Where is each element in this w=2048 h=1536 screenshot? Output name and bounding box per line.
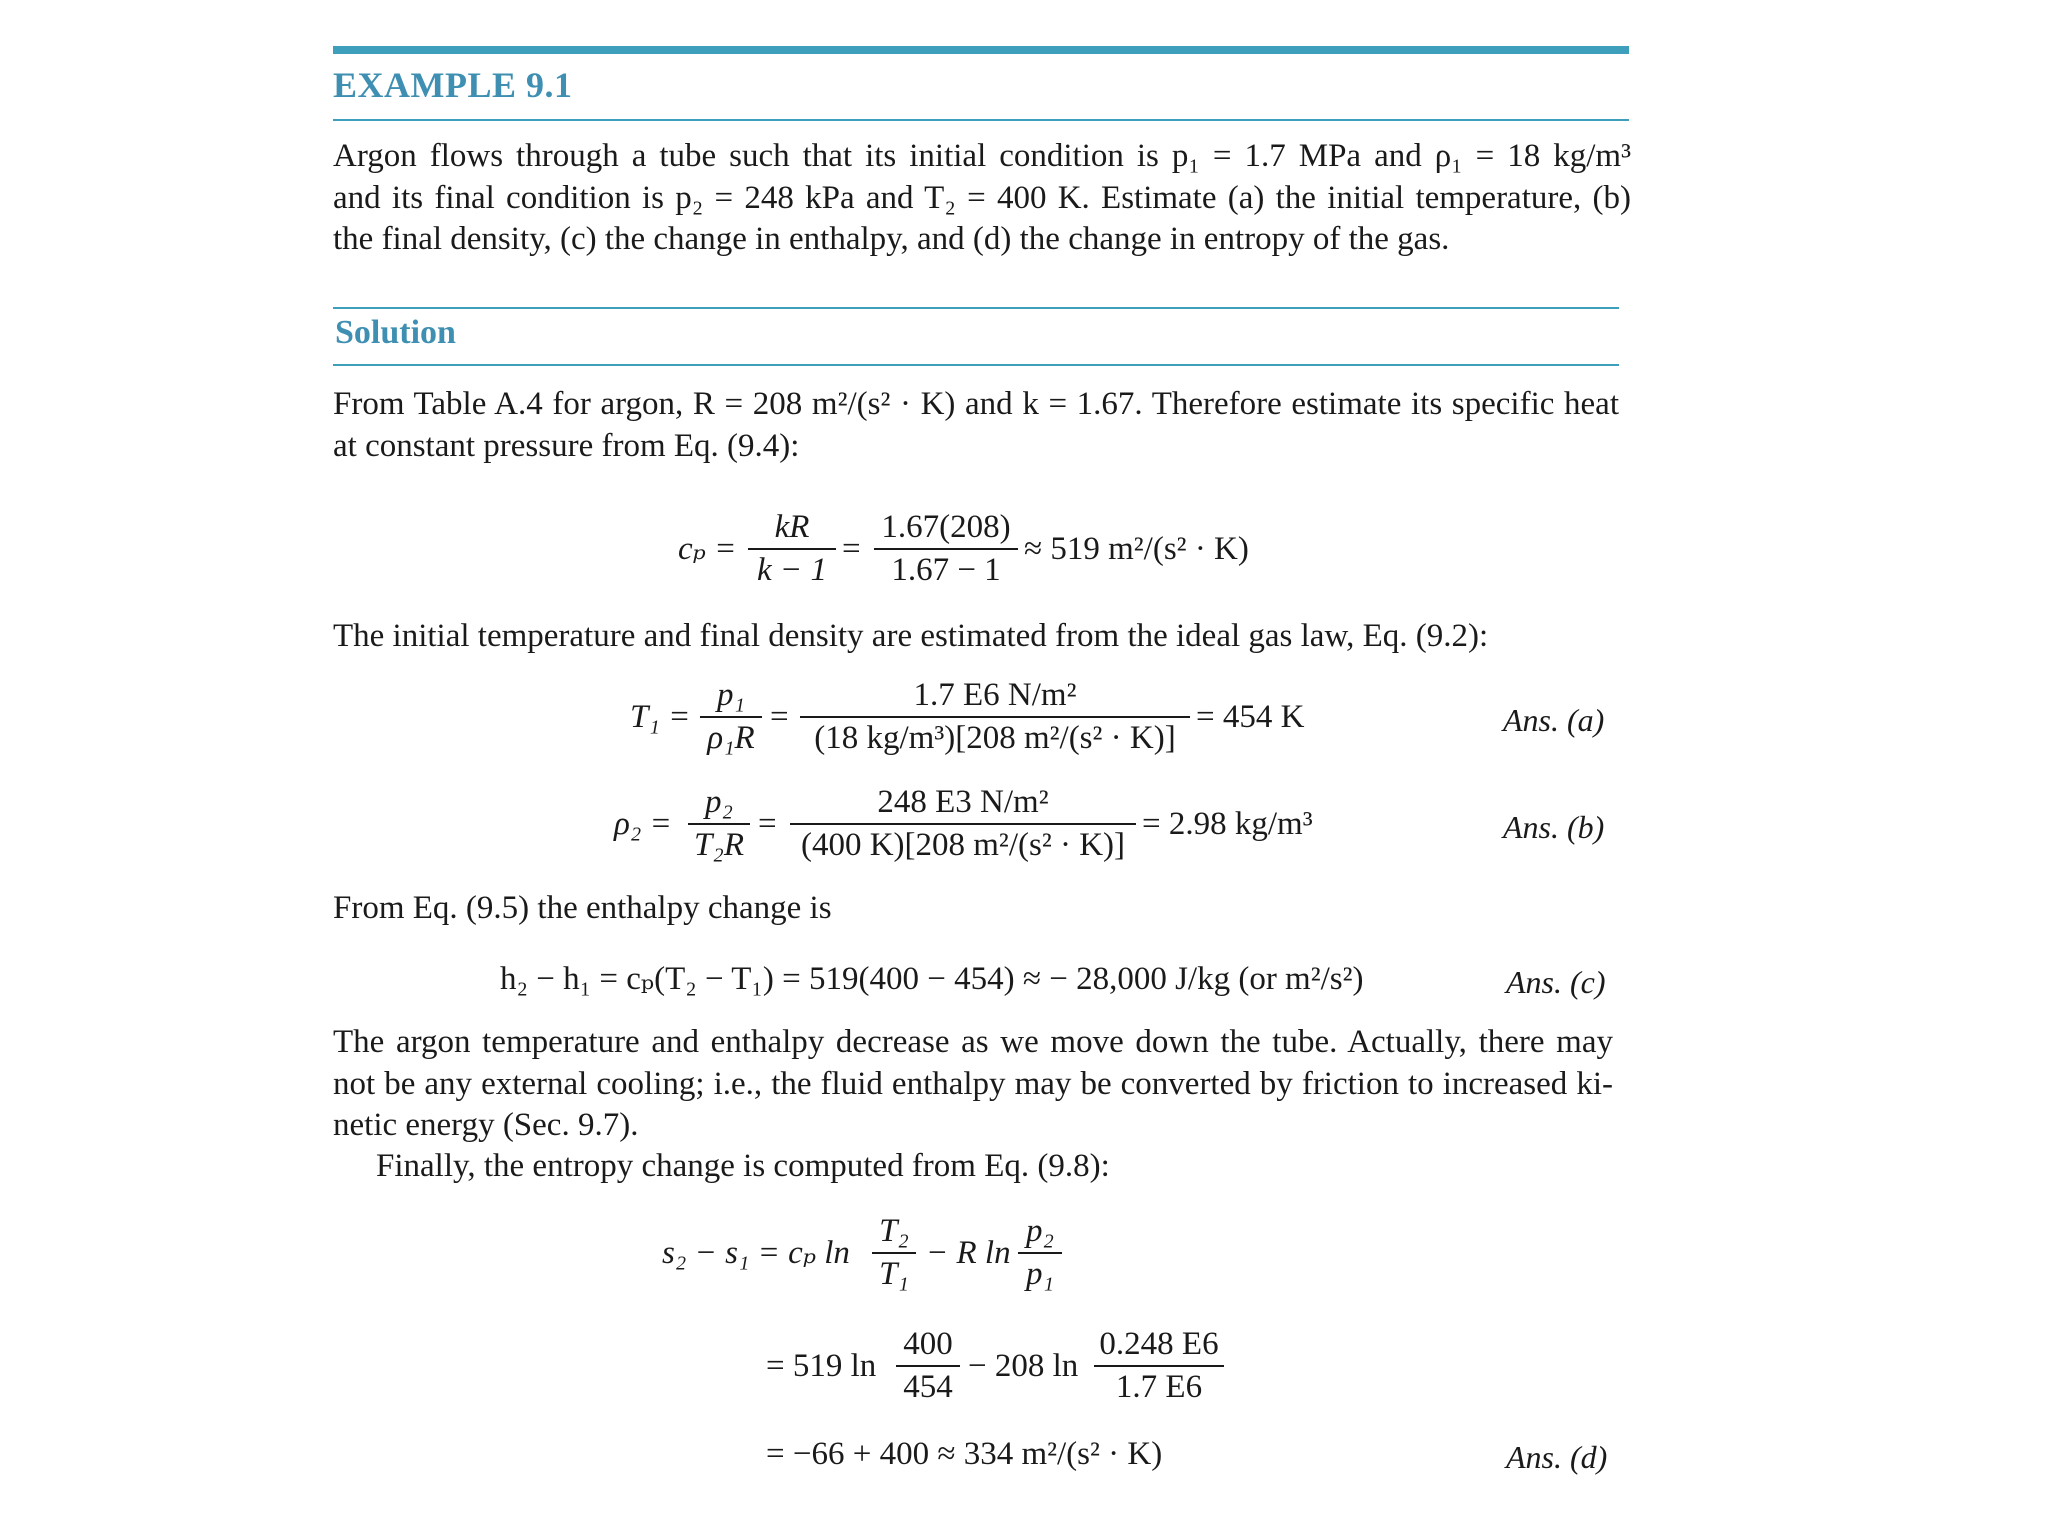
eq-rho2-f1-numerator: p₂: [705, 784, 733, 820]
eq-rho2-fraction-1: [688, 786, 750, 862]
eq-rho2-f1-denominator: T₂R: [688, 823, 750, 862]
answer-label-a: Ans. (a): [1503, 702, 1605, 738]
solution-paragraph-3: [333, 888, 1631, 930]
para1-line-1: From Table A.4 for argon, R = 208 m²/(s² · K) and k = 1.67. Therefore estimate its specific heat: [333, 386, 1619, 422]
problem-line-3: the final density, (c) the change in enthalpy, and (d) the change in entropy of the gas.: [333, 221, 1450, 257]
eq-cp-lhs: cₚ =: [678, 531, 737, 567]
eq-cp-f1-numerator: kR: [774, 509, 810, 545]
eq-T1-lhs: T₁ =: [630, 699, 691, 735]
answer-label-d: Ans. (d): [1506, 1439, 1608, 1475]
eq-T1-f1-numerator: p₁: [717, 677, 745, 713]
eq-s1-middle: − R ln: [926, 1235, 1011, 1271]
solution-paragraph-5: [376, 1146, 1626, 1188]
eq-s2-middle: − 208 ln: [968, 1348, 1079, 1384]
eq-s2-f1-numerator: 400: [903, 1326, 953, 1362]
solution-top-rule: [333, 307, 1619, 309]
eq-cp-equals: =: [842, 531, 861, 567]
eq-rho2-lhs: ρ₂ =: [614, 806, 672, 842]
eq-T1-f1-denominator: ρ₁R: [700, 716, 762, 755]
equation-enthalpy: h₂ − h₁ = cₚ(T₂ − T₁) = 519(400 − 454) ≈ − 28,000 J/kg (or m²/s²): [500, 961, 1364, 997]
equation-entropy-3: = −66 + 400 ≈ 334 m²/(s² · K): [766, 1436, 1163, 1472]
header-top-rule: [333, 46, 1629, 54]
eq-T1-equals: =: [770, 699, 789, 735]
eq-s1-f2-numerator: p₂: [1026, 1213, 1054, 1249]
eq-s2-fraction-1: [896, 1328, 960, 1404]
eq-cp-result: ≈ 519 m²/(s² · K): [1024, 531, 1249, 567]
solution-bottom-rule: [333, 364, 1619, 366]
problem-line-2: and its final condition is p₂ = 248 kPa and T₂ = 400 K. Estimate (a) the initial temperature, (b): [333, 179, 1631, 216]
para4-line-3: netic energy (Sec. 9.7).: [333, 1107, 639, 1143]
answer-label-c: Ans. (c): [1506, 964, 1606, 1000]
eq-s1-fraction-2: [1018, 1215, 1062, 1291]
eq-s1-fraction-1: [872, 1215, 916, 1291]
answer-label-b: Ans. (b): [1503, 809, 1605, 845]
eq-s2-fraction-2: [1094, 1328, 1224, 1404]
solution-paragraph-4: [333, 1022, 1613, 1147]
eq-T1-fraction-2: [800, 679, 1190, 755]
para3-text: From Eq. (9.5) the enthalpy change is: [333, 890, 832, 926]
para4-line-2: not be any external cooling; i.e., the fluid enthalpy may be converted by friction to increased ki-: [333, 1065, 1613, 1102]
eq-T1-f2-denominator: (18 kg/m³)[208 m²/(s² · K)]: [800, 716, 1190, 755]
para5-text: Finally, the entropy change is computed from Eq. (9.8):: [376, 1148, 1110, 1184]
eq-T1-fraction-1: [700, 679, 762, 755]
eq-rho2-f2-denominator: (400 K)[208 m²/(s² · K)]: [790, 823, 1136, 862]
eq-s2-lhs: = 519 ln: [766, 1348, 877, 1384]
eq-T1-f2-numerator: 1.7 E6 N/m²: [913, 677, 1077, 713]
eq-cp-fraction-1: [748, 511, 836, 587]
eq-s2-f2-denominator: 1.7 E6: [1094, 1365, 1224, 1404]
eq-rho2-result: = 2.98 kg/m³: [1142, 806, 1313, 842]
eq-cp-f1-denominator: k − 1: [748, 548, 836, 587]
eq-rho2-f2-numerator: 248 E3 N/m²: [877, 784, 1049, 820]
para2-text: The initial temperature and final density are estimated from the ideal gas law, Eq. (9.2):: [333, 618, 1489, 654]
solution-paragraph-2: [333, 616, 1633, 658]
eq-s1-f1-denominator: T₁: [872, 1252, 916, 1291]
eq-rho2-fraction-2: [790, 786, 1136, 862]
header-bottom-rule: [333, 119, 1629, 121]
eq-s2-f1-denominator: 454: [896, 1365, 960, 1404]
eq-cp-f2-denominator: 1.67 − 1: [874, 548, 1018, 587]
eq-T1-result: = 454 K: [1196, 699, 1305, 735]
eq-s1-f2-denominator: p₁: [1018, 1252, 1062, 1291]
eq-s1-lhs: s₂ − s₁ = cₚ ln: [662, 1235, 850, 1271]
problem-line-1: Argon flows through a tube such that its initial condition is p₁ = 1.7 MPa and ρ₁ = 18 kg/m³: [333, 138, 1631, 174]
eq-cp-f2-numerator: 1.67(208): [881, 509, 1011, 545]
para4-line-1: The argon temperature and enthalpy decrease as we move down the tube. Actually, there may: [333, 1024, 1613, 1060]
eq-s1-f1-numerator: T₂: [879, 1213, 909, 1249]
para1-line-2: at constant pressure from Eq. (9.4):: [333, 427, 800, 464]
solution-heading: Solution: [335, 314, 456, 351]
example-title: EXAMPLE 9.1: [333, 65, 573, 105]
solution-paragraph-1: [333, 384, 1619, 467]
eq-s2-f2-numerator: 0.248 E6: [1099, 1326, 1219, 1362]
eq-cp-fraction-2: [874, 511, 1018, 587]
eq-rho2-equals: =: [758, 806, 777, 842]
problem-statement: [333, 136, 1631, 261]
